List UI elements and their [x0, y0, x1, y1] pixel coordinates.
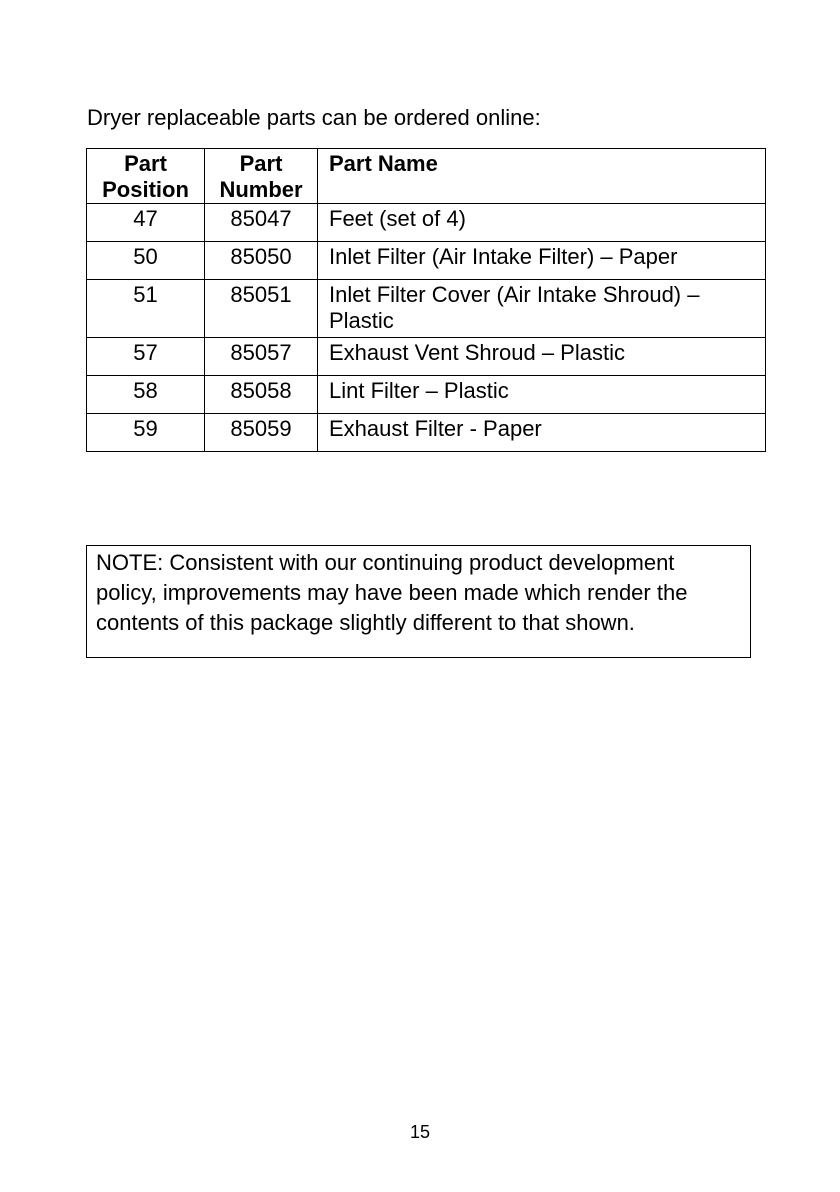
header-part-number: Part Number	[205, 149, 318, 204]
table-row	[87, 280, 766, 338]
parts-table	[86, 148, 766, 452]
cell-part-name: Exhaust Vent Shroud – Plastic	[318, 338, 766, 376]
table-row	[87, 376, 766, 414]
page-number: 15	[409, 1122, 431, 1142]
cell-part-name: Inlet Filter (Air Intake Filter) – Paper	[318, 242, 766, 280]
table-header-row	[87, 149, 766, 204]
cell-part-number: 85058	[205, 376, 318, 414]
cell-part-position: 50	[87, 242, 205, 280]
table-row	[87, 338, 766, 376]
cell-part-name: Lint Filter – Plastic	[318, 376, 766, 414]
cell-part-number: 85047	[205, 204, 318, 242]
cell-part-position: 47	[87, 204, 205, 242]
header-part-name: Part Name	[318, 149, 766, 204]
cell-part-position: 58	[87, 376, 205, 414]
intro-text: Dryer replaceable parts can be ordered online:	[87, 105, 541, 130]
cell-part-name: Inlet Filter Cover (Air Intake Shroud) – Plastic	[318, 280, 766, 338]
cell-part-number: 85059	[205, 414, 318, 452]
cell-part-number: 85057	[205, 338, 318, 376]
cell-part-number: 85050	[205, 242, 318, 280]
cell-part-position: 57	[87, 338, 205, 376]
table-row	[87, 414, 766, 452]
header-part-position: Part Position	[87, 149, 205, 204]
cell-part-number: 85051	[205, 280, 318, 338]
table-row	[87, 204, 766, 242]
cell-part-name: Feet (set of 4)	[318, 204, 766, 242]
cell-part-position: 59	[87, 414, 205, 452]
note-box: NOTE: Consistent with our continuing product development policy, improvements may have been made which render the contents of this package slightly different to that shown.	[86, 545, 751, 658]
cell-part-position: 51	[87, 280, 205, 338]
table-row	[87, 242, 766, 280]
cell-part-name: Exhaust Filter - Paper	[318, 414, 766, 452]
